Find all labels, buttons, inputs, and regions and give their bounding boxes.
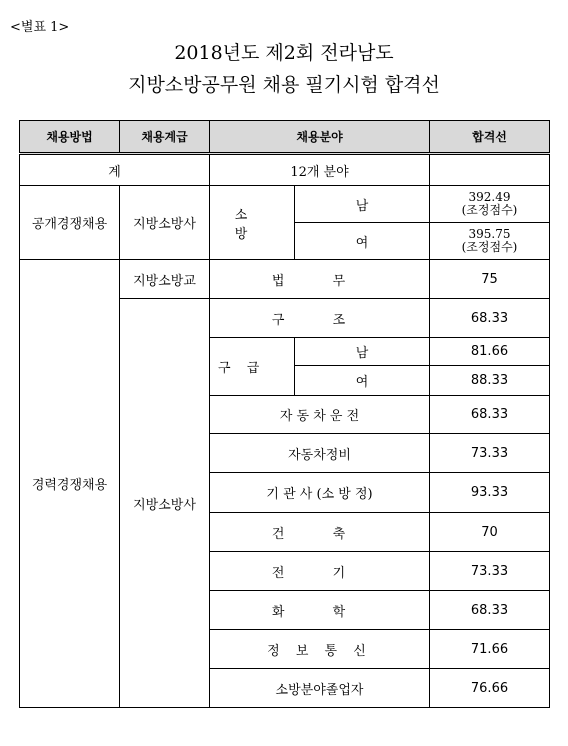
field-cell: 정 보 통 신 (210, 630, 430, 669)
page-title-line1: 2018년도 제2회 전라남도 (174, 42, 394, 64)
score-cell: 73.33 (430, 434, 550, 473)
col-score: 합격선 (430, 121, 550, 154)
career-rank2: 지방소방사 (120, 299, 210, 708)
field-cell: 소방분야졸업자 (210, 669, 430, 708)
score-cell: 76.66 (430, 669, 550, 708)
total-score (430, 154, 550, 186)
col-rank: 채용계급 (120, 121, 210, 154)
open-sex-female: 여 (295, 223, 430, 260)
open-score-female (430, 223, 550, 260)
open-sex-male: 남 (295, 186, 430, 223)
total-field: 12개 분야 (210, 154, 430, 186)
pass-score-table (19, 120, 550, 708)
score-value: 395.75 (468, 227, 511, 241)
career-method: 경력경쟁채용 (20, 260, 120, 708)
table-row-total (20, 154, 550, 186)
rescue-score-male: 81.66 (430, 338, 550, 366)
rescue-sex-female: 여 (295, 366, 430, 396)
law-field: 법 무 (210, 260, 430, 299)
appendix-tag: <별표 1> (10, 20, 70, 35)
table-row (20, 186, 550, 223)
rescue-field: 구 급 (210, 338, 295, 396)
rescue-sex-male: 남 (295, 338, 430, 366)
law-score: 75 (430, 260, 550, 299)
page-title-line2: 지방소방공무원 채용 필기시험 합격선 (128, 74, 440, 96)
table-header-row (20, 121, 550, 154)
career-rank1: 지방소방교 (120, 260, 210, 299)
table-row (20, 260, 550, 299)
open-score-male (430, 186, 550, 223)
field-cell: 건 축 (210, 513, 430, 552)
score-cell: 68.33 (430, 591, 550, 630)
rescue-score-female: 88.33 (430, 366, 550, 396)
field-cell: 자동차정비 (210, 434, 430, 473)
score-cell: 70 (430, 513, 550, 552)
field-cell: 기 관 사 (소 방 정) (210, 473, 430, 513)
score-cell: 93.33 (430, 473, 550, 513)
field-cell: 자 동 차 운 전 (210, 396, 430, 434)
open-rank: 지방소방사 (120, 186, 210, 260)
score-note: (조정점수) (461, 203, 518, 217)
structure-score: 68.33 (430, 299, 550, 338)
total-label: 계 (20, 154, 210, 186)
structure-field: 구 조 (210, 299, 430, 338)
open-field: 소 방 (210, 186, 295, 260)
score-value: 392.49 (468, 190, 511, 204)
open-method: 공개경쟁채용 (20, 186, 120, 260)
field-cell: 전 기 (210, 552, 430, 591)
field-cell: 화 학 (210, 591, 430, 630)
score-cell: 68.33 (430, 396, 550, 434)
score-note: (조정점수) (461, 240, 518, 254)
col-method: 채용방법 (20, 121, 120, 154)
score-cell: 73.33 (430, 552, 550, 591)
col-field: 채용분야 (210, 121, 430, 154)
score-cell: 71.66 (430, 630, 550, 669)
